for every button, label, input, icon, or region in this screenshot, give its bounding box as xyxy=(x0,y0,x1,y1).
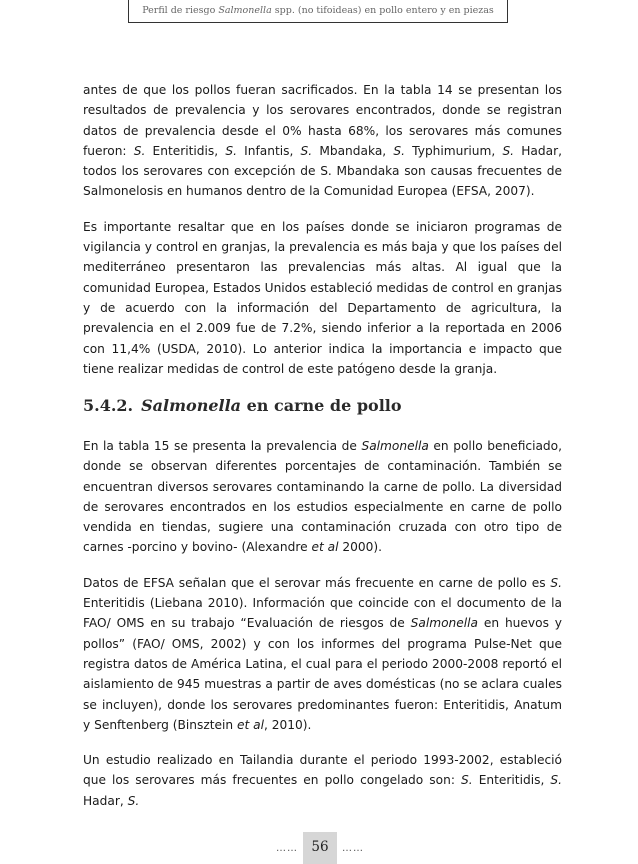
body-section-2 xyxy=(83,436,562,826)
italic-term: S. xyxy=(393,143,405,158)
italic-term: S. xyxy=(550,773,563,788)
page-number: 56 xyxy=(303,832,337,864)
text-run: Infantis, xyxy=(236,143,301,158)
italic-term: S. xyxy=(133,143,146,158)
text-run: en pollo beneficiado, donde se observan diferentes porcentajes de contaminación. También se encuentran diversos serovares contaminando la carne de pollo. La diversidad de serovares encontrados en los estudios especialmente en carne de pollo vendida en tiendas, sugiere una contaminación cruzada con otro tipo de carnes -porcino y bovino- (Alexandre xyxy=(83,439,562,555)
footer-dots-right: …… xyxy=(342,842,364,854)
section-heading-rest: en carne de pollo xyxy=(241,396,402,415)
text-run: en huevos y pollos” (FAO/ OMS, 2002) y con los informes del programa Pulse-Net que registra datos de América Latina, el cual para el periodo 2000-2008 reportó el aislamiento de 945 muestras a partir de aves domésticas (no se aclara cuales se incluyen), donde los serovares predominantes fueron: Enteritidis, Anatum y Senftenberg (Binsztein xyxy=(83,616,562,732)
text-run: Es importante resaltar que en los países donde se iniciaron programas de vigilancia y control en granjas, la prevalencia es más baja y que los países del mediterráneo presentaron las prevalencias más altas. Al igual que la comunidad Europea, Estados Unidos estableció medidas de control en granjas y de acuerdo con la información del Departamento de agricultura, la prevalencia en el 2.009 fue de 7.2%, siendo inferior a la reportada en 2006 con 11,4% (USDA, 2010). Lo anterior indica la importancia e impacto que tiene realizar medidas de control de este patógeno desde la granja. xyxy=(83,219,562,376)
text-run: 2000). xyxy=(338,540,383,555)
italic-term: S. xyxy=(502,143,515,158)
text-run: Enteritidis, xyxy=(145,143,226,158)
text-run: Enteritidis, xyxy=(472,773,551,788)
text-run: , 2010). xyxy=(264,717,312,732)
text-run: antes de que los pollos fueran sacrificados. En la tabla 14 se presentan los resultados de prevalencia y los serovares encontrados, donde se registran datos de prevalencia desde el 0% hasta 68%, los serovares más comunes fueron: xyxy=(83,83,562,158)
italic-term: S. xyxy=(225,143,237,158)
body-paragraph xyxy=(83,750,562,811)
running-header-italic: Salmonella xyxy=(218,5,272,16)
italic-term: S. xyxy=(127,793,140,808)
text-run: Hadar, todos los serovares con excepción de S. Mbandaka son causas frecuentes de Salmonelosis en humanos dentro de la Comunidad Europea (EFSA, 2007). xyxy=(83,143,562,199)
italic-term: S. xyxy=(461,773,473,788)
text-run: En la tabla 15 se presenta la prevalencia de xyxy=(83,439,362,453)
text-run: Hadar, xyxy=(83,793,128,808)
text-run: Typhimurium, xyxy=(405,143,503,158)
running-header-post: spp. (no tifoideas) en pollo entero y en piezas xyxy=(271,5,494,16)
text-run: Enteritidis (Liebana 2010). Información que coincide con el documento de la FAO/ OMS en su trabajo “Evaluación de riesgos de xyxy=(83,596,562,631)
body-paragraph xyxy=(83,217,562,379)
italic-term: S. xyxy=(550,575,562,590)
italic-term: Salmonella xyxy=(361,439,429,453)
text-run: Un estudio realizado en Tailandia durante el periodo 1993-2002, estableció que los serovares más frecuentes en pollo congelado son: xyxy=(83,753,562,788)
body-section-1 xyxy=(83,80,562,394)
body-paragraph xyxy=(83,80,562,202)
italic-term: et al xyxy=(311,540,339,555)
footer-dots-left: …… xyxy=(276,842,298,854)
body-paragraph xyxy=(83,573,562,735)
italic-term: S. xyxy=(300,143,313,158)
italic-term: Salmonella xyxy=(410,616,479,631)
text-run: Mbandaka, xyxy=(312,143,394,158)
section-heading xyxy=(83,396,562,415)
section-heading-italic: Salmonella xyxy=(141,396,242,415)
section-number: 5.4.2. xyxy=(83,396,134,415)
body-paragraph xyxy=(83,436,562,558)
running-header-pre: Perfil de riesgo xyxy=(142,5,219,16)
italic-term: et al xyxy=(237,717,265,732)
running-header xyxy=(128,0,508,23)
page-footer xyxy=(270,832,370,864)
text-run: Datos de EFSA señalan que el serovar más frecuente en carne de pollo es xyxy=(83,575,551,590)
